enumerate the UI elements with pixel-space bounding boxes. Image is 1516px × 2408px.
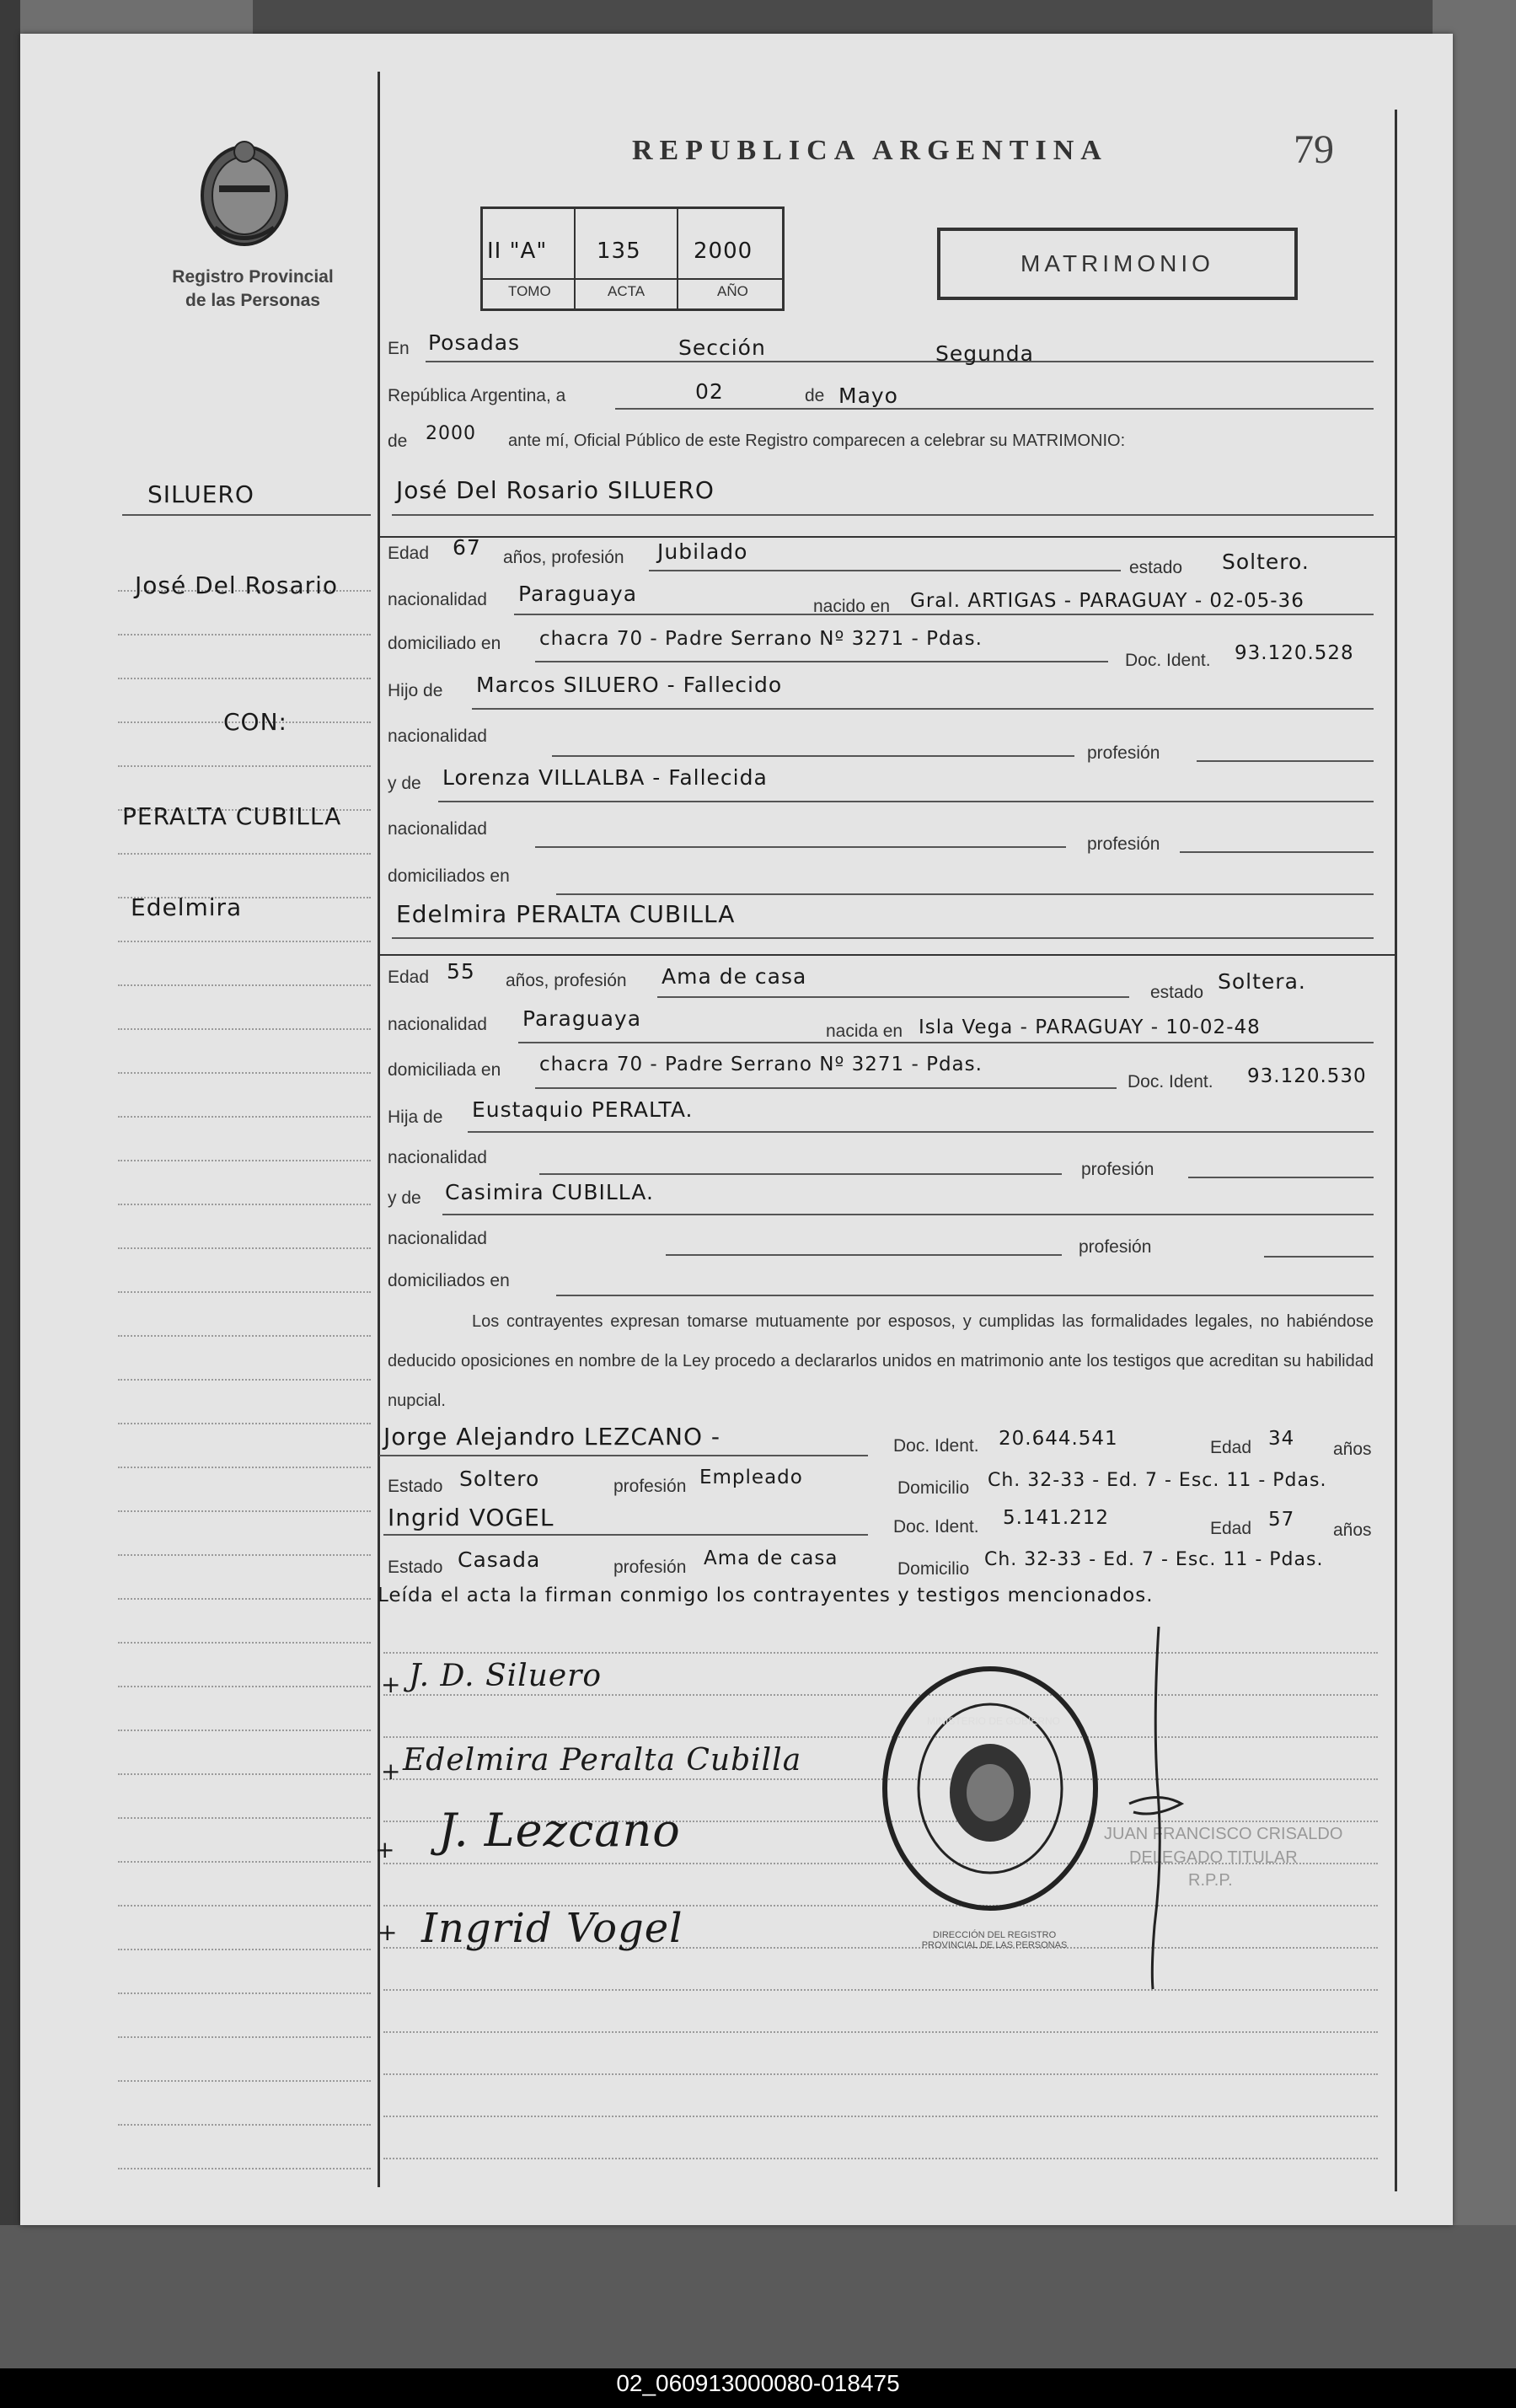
margin-ruled-line: [118, 1861, 371, 1863]
groom-hijo-label: Hijo de: [388, 681, 443, 700]
margin-ruled-line: [118, 1116, 371, 1118]
witness1-address: Ch. 32-33 - Ed. 7 - Esc. 11 - Pdas.: [988, 1470, 1327, 1491]
margin-ruled-line: [118, 984, 371, 986]
bride-doc: 93.120.530: [1247, 1065, 1367, 1087]
groom-status: Soltero.: [1222, 550, 1310, 574]
plus-mark-4: +: [378, 1918, 399, 1946]
bride-age: 55: [447, 959, 475, 984]
republica-label: República Argentina, a: [388, 386, 566, 405]
witness1-status: Soltero: [459, 1467, 540, 1491]
registry-line2: de las Personas: [185, 291, 320, 310]
section-value: Sección: [678, 335, 766, 360]
groom-name: José Del Rosario SILUERO: [396, 476, 715, 504]
margin-given1: José Del Rosario: [135, 571, 339, 599]
witness2-anos-label: años: [1333, 1520, 1372, 1540]
background-left: [0, 0, 20, 2408]
registry-line1: Registro Provincial: [172, 267, 334, 287]
groom-mother-nac-label: nacionalidad: [388, 819, 487, 839]
bride-edad-label: Edad: [388, 968, 430, 987]
acta-value: 135: [597, 239, 641, 264]
margin-ruled-line: [118, 1291, 371, 1293]
margin-ruled-line: [118, 941, 371, 942]
witness1-doc-label: Doc. Ident.: [893, 1436, 979, 1456]
bride-address: chacra 70 - Padre Serrano Nº 3271 - Pdas.: [539, 1054, 983, 1075]
certificate-page: [20, 34, 1453, 2225]
body-ruled-line: [383, 2073, 1378, 2075]
witness1-domicilio-label: Domicilio: [897, 1478, 970, 1498]
witness2-doc-label: Doc. Ident.: [893, 1517, 979, 1537]
groom-father-nac-label: nacionalidad: [388, 727, 487, 746]
margin-ruled-line: [118, 1028, 371, 1030]
official-seal-icon: [881, 1662, 1100, 1915]
signature-witness1: J. Lezcano: [438, 1804, 681, 1857]
body-ruled-line: [383, 2031, 1378, 2033]
background-top: [253, 0, 1433, 34]
margin-ruled-line: [118, 1379, 371, 1381]
official-signature-icon: [1121, 1622, 1188, 1993]
witness2-age: 57: [1268, 1509, 1295, 1531]
witness2-status: Casada: [458, 1547, 541, 1572]
witness1-profesion-label: profesión: [613, 1477, 687, 1496]
bride-status: Soltera.: [1218, 969, 1306, 994]
witness1-doc: 20.644.541: [999, 1428, 1118, 1450]
groom-domicilio-label: domiciliado en: [388, 634, 501, 653]
margin-surname1: SILUERO: [147, 480, 254, 508]
acta-label: ACTA: [608, 283, 646, 299]
closing-text: Leída el acta la firman conmigo los contrayentes y testigos mencionados.: [378, 1585, 1154, 1606]
statement-text: ante mí, Oficial Público de este Registro comparecen a celebrar su MATRIMONIO:: [508, 432, 1126, 450]
margin-ruled-line: [118, 1992, 371, 1994]
body-ruled-line: [383, 1652, 1378, 1654]
margin-ruled-line: [118, 1686, 371, 1687]
ano-value: 2000: [694, 239, 753, 264]
bride-profession: Ama de casa: [662, 964, 807, 989]
en-label: En: [388, 339, 410, 358]
signature-bride: Edelmira Peralta Cubilla: [403, 1743, 802, 1778]
groom-profesion-label: años, profesión: [503, 548, 624, 567]
margin-ruled-line: [118, 1072, 371, 1074]
bride-nacionalidad-label: nacionalidad: [388, 1015, 487, 1034]
witness1-anos-label: años: [1333, 1440, 1372, 1459]
margin-ruled-line: [118, 1554, 371, 1556]
groom-yde-label: y de: [388, 774, 421, 793]
witness2-profesion-label: profesión: [613, 1558, 687, 1577]
day-value: 02: [695, 379, 724, 404]
bride-father-nac-label: nacionalidad: [388, 1148, 487, 1167]
country-title: REPUBLICA ARGENTINA: [632, 135, 1108, 166]
margin-ruled-line: [118, 1423, 371, 1424]
signature-witness2: Ingrid Vogel: [421, 1905, 683, 1952]
witness1-age: 34: [1268, 1428, 1295, 1450]
bride-nacida-label: nacida en: [826, 1022, 903, 1041]
groom-nationality: Paraguaya: [518, 582, 638, 606]
witness2-estado-label: Estado: [388, 1558, 443, 1577]
groom-mother-prof-label: profesión: [1087, 834, 1160, 854]
groom-mother: Lorenza VILLALBA - Fallecida: [442, 765, 768, 790]
witness2-address: Ch. 32-33 - Ed. 7 - Esc. 11 - Pdas.: [984, 1549, 1324, 1570]
groom-father: Marcos SILUERO - Fallecido: [476, 673, 783, 697]
groom-doc: 93.120.528: [1235, 642, 1354, 664]
tomo-label: TOMO: [508, 283, 551, 299]
groom-doc-label: Doc. Ident.: [1125, 651, 1211, 670]
plus-mark-2: +: [381, 1757, 402, 1785]
official-name: JUAN FRANCISCO CRISALDO: [1104, 1825, 1343, 1843]
month-value: Mayo: [838, 383, 898, 408]
witness2-doc: 5.141.212: [1003, 1507, 1110, 1529]
margin-ruled-line: [118, 1905, 371, 1907]
bride-mother-nac-label: nacionalidad: [388, 1229, 487, 1248]
bride-domiciliados-label: domiciliados en: [388, 1271, 510, 1290]
groom-nacionalidad-label: nacionalidad: [388, 590, 487, 609]
witness1-profession: Empleado: [699, 1467, 803, 1488]
margin-ruled-line: [118, 1598, 371, 1600]
registry-title: [147, 265, 358, 313]
margin-ruled-line: [118, 1510, 371, 1512]
bride-birth: Isla Vega - PARAGUAY - 10-02-48: [919, 1016, 1261, 1038]
image-caption: 02_060913000080-018475: [616, 2370, 900, 2396]
groom-edad-label: Edad: [388, 544, 430, 563]
seal-ring-text: DIRECCIÓN DEL REGISTRO PROVINCIAL DE LAS PERSONAS: [921, 1930, 1068, 1950]
witness2-domicilio-label: Domicilio: [897, 1559, 970, 1579]
year-value: 2000: [426, 423, 476, 444]
coat-of-arms-icon: [194, 135, 295, 249]
margin-ruled-line: [118, 1247, 371, 1249]
groom-profession: Jubilado: [657, 539, 748, 564]
page-number: 79: [1294, 127, 1334, 172]
groom-father-prof-label: profesión: [1087, 743, 1160, 763]
plus-mark-3: +: [375, 1836, 396, 1864]
de-label: de: [805, 386, 825, 405]
bride-yde-label: y de: [388, 1188, 421, 1208]
official-office: R.P.P.: [1188, 1871, 1233, 1890]
witness1-edad-label: Edad: [1210, 1438, 1252, 1457]
tomo-acta-box: [480, 206, 785, 311]
groom-age: 67: [453, 535, 481, 560]
official-title: DELEGADO TITULAR: [1129, 1848, 1298, 1867]
bride-name: Edelmira PERALTA CUBILLA: [396, 900, 736, 928]
margin-surname2: PERALTA CUBILLA: [122, 802, 342, 830]
margin-ruled-line: [118, 1730, 371, 1731]
margin-given2: Edelmira: [131, 893, 243, 921]
body-ruled-line: [383, 2116, 1378, 2117]
bride-mother-prof-label: profesión: [1079, 1237, 1152, 1257]
right-rule: [1395, 110, 1397, 2191]
groom-nacido-label: nacido en: [813, 597, 891, 616]
bride-estado-label: estado: [1150, 983, 1204, 1002]
margin-con: CON:: [223, 708, 287, 736]
bride-doc-label: Doc. Ident.: [1128, 1072, 1213, 1091]
groom-estado-label: estado: [1129, 558, 1183, 577]
groom-domiciliados-label: domiciliados en: [388, 866, 510, 886]
bride-domicilio-label: domiciliada en: [388, 1060, 501, 1080]
bride-profesion-label: años, profesión: [506, 971, 627, 990]
margin-ruled-line: [118, 678, 371, 679]
margin-ruled-line: [118, 2168, 371, 2169]
witness2-profession: Ama de casa: [704, 1547, 838, 1569]
margin-ruled-line: [118, 1467, 371, 1468]
margin-ruled-line: [118, 1949, 371, 1950]
witness2-name: Ingrid VOGEL: [388, 1504, 554, 1531]
margin-ruled-line: [118, 765, 371, 767]
declaration-text: Los contrayentes expresan tomarse mutuamente por esposos, y cumplidas las formalidades legales, no habiéndose deducido oposiciones en nombre de la Ley procedo a declararlos unidos en matrimonio ante los testigos que acreditan su habilidad nupcial.: [388, 1312, 1374, 1410]
margin-ruled-line: [118, 853, 371, 855]
margin-rule: [378, 72, 380, 2187]
bride-hija-label: Hija de: [388, 1107, 443, 1127]
signature-groom: J. D. Siluero: [409, 1659, 603, 1693]
margin-ruled-line: [118, 1817, 371, 1819]
seal-inner-text: MINISTERIO DE GOBIERNO: [927, 1715, 1061, 1727]
plus-mark-1: +: [381, 1671, 402, 1698]
margin-ruled-line: [118, 634, 371, 636]
margin-ruled-line: [118, 1773, 371, 1775]
bride-father: Eustaquio PERALTA.: [472, 1097, 694, 1122]
de2-label: de: [388, 432, 408, 451]
margin-ruled-line: [118, 1204, 371, 1205]
groom-address: chacra 70 - Padre Serrano Nº 3271 - Pdas.: [539, 628, 983, 650]
margin-ruled-line: [118, 2124, 371, 2126]
bride-mother: Casimira CUBILLA.: [445, 1180, 654, 1204]
witness2-edad-label: Edad: [1210, 1519, 1252, 1538]
record-type-box: MATRIMONIO: [937, 228, 1298, 300]
witness1-name: Jorge Alejandro LEZCANO -: [383, 1423, 721, 1451]
margin-ruled-line: [118, 2080, 371, 2082]
ano-label: AÑO: [717, 283, 748, 299]
witness1-estado-label: Estado: [388, 1477, 443, 1496]
margin-ruled-line: [118, 1160, 371, 1161]
body-ruled-line: [383, 1989, 1378, 1991]
margin-ruled-line: [118, 1642, 371, 1644]
place-value: Posadas: [428, 330, 521, 355]
body-ruled-line: [383, 2158, 1378, 2159]
background-bottom: [0, 2225, 1516, 2368]
bride-father-prof-label: profesión: [1081, 1160, 1154, 1179]
groom-birth: Gral. ARTIGAS - PARAGUAY - 02-05-36: [910, 590, 1304, 612]
bride-nationality: Paraguaya: [522, 1006, 642, 1031]
section-number-value: Segunda: [935, 341, 1034, 366]
margin-ruled-line: [118, 1335, 371, 1337]
tomo-value: II "A": [487, 239, 548, 264]
margin-ruled-line: [118, 2036, 371, 2038]
